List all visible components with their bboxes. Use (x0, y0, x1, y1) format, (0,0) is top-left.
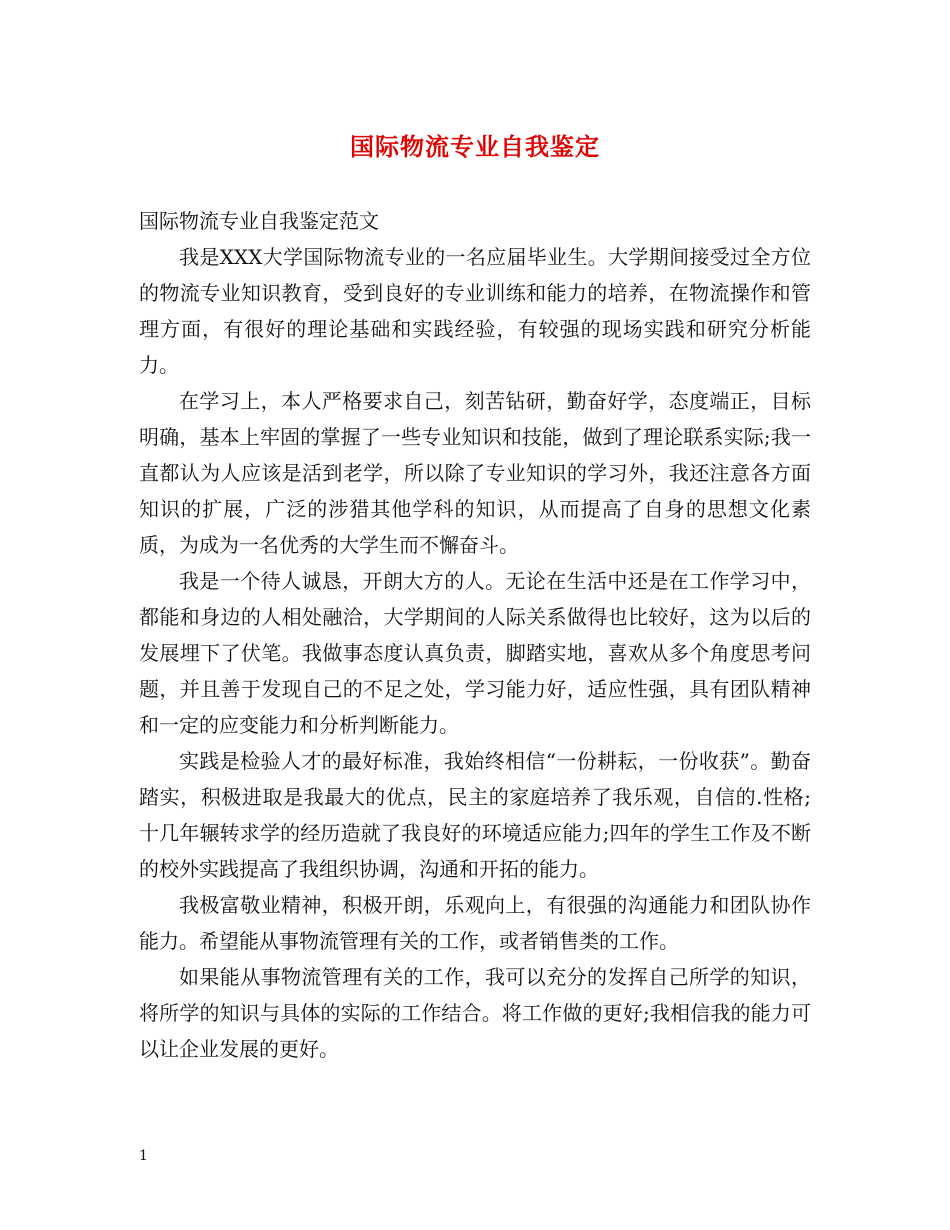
paragraph-personality: 我是一个待人诚恳，开朗大方的人。无论在生活中还是在工作学习中，都能和身边的人相处融洽，大学期间的人际关系做得也比较好，这为以后的发展埋下了伏笔。我做事态度认真负责，脚踏实地，喜欢从多个角度思考问题，并且善于发现自己的不足之处，学习能力好，适应性强，具有团队精神和一定的应变能力和分析判断能力。 (139, 569, 811, 737)
paragraph-dedication: 我极富敬业精神，积极开朗，乐观向上，有很强的沟通能力和团队协作能力。希望能从事物流管理有关的工作，或者销售类的工作。 (139, 893, 811, 953)
paragraph-intro: 我是XXX大学国际物流专业的一名应届毕业生。大学期间接受过全方位的物流专业知识教育，受到良好的专业训练和能力的培养，在物流操作和管理方面，有很好的理论基础和实践经验，有较强的现场实践和研究分析能力。 (139, 245, 811, 377)
paragraph-study: 在学习上，本人严格要求自己，刻苦钻研，勤奋好学，态度端正，目标明确，基本上牢固的掌握了一些专业知识和技能，做到了理论联系实际;我一直都认为人应该是活到老学，所以除了专业知识的学习外，我还注意各方面知识的扩展，广泛的涉猎其他学科的知识，从而提高了自身的思想文化素质，为成为一名优秀的大学生而不懈奋斗。 (139, 389, 811, 557)
document-subtitle: 国际物流专业自我鉴定范文 (139, 209, 379, 233)
document-title: 国际物流专业自我鉴定 (350, 132, 600, 161)
page-number: 1 (139, 1148, 148, 1164)
document-body (139, 203, 811, 1067)
paragraph-closing: 如果能从事物流管理有关的工作，我可以充分的发挥自己所学的知识，将所学的知识与具体的实际的工作结合。将工作做的更好;我相信我的能力可以让企业发展的更好。 (139, 965, 811, 1061)
paragraph-practice: 实践是检验人才的最好标准，我始终相信“一份耕耘，一份收获”。勤奋踏实，积极进取是我最大的优点，民主的家庭培养了我乐观，自信的.性格;十几年辗转求学的经历造就了我良好的环境适应能力;四年的学生工作及不断的校外实践提高了我组织协调，沟通和开拓的能力。 (139, 749, 811, 881)
